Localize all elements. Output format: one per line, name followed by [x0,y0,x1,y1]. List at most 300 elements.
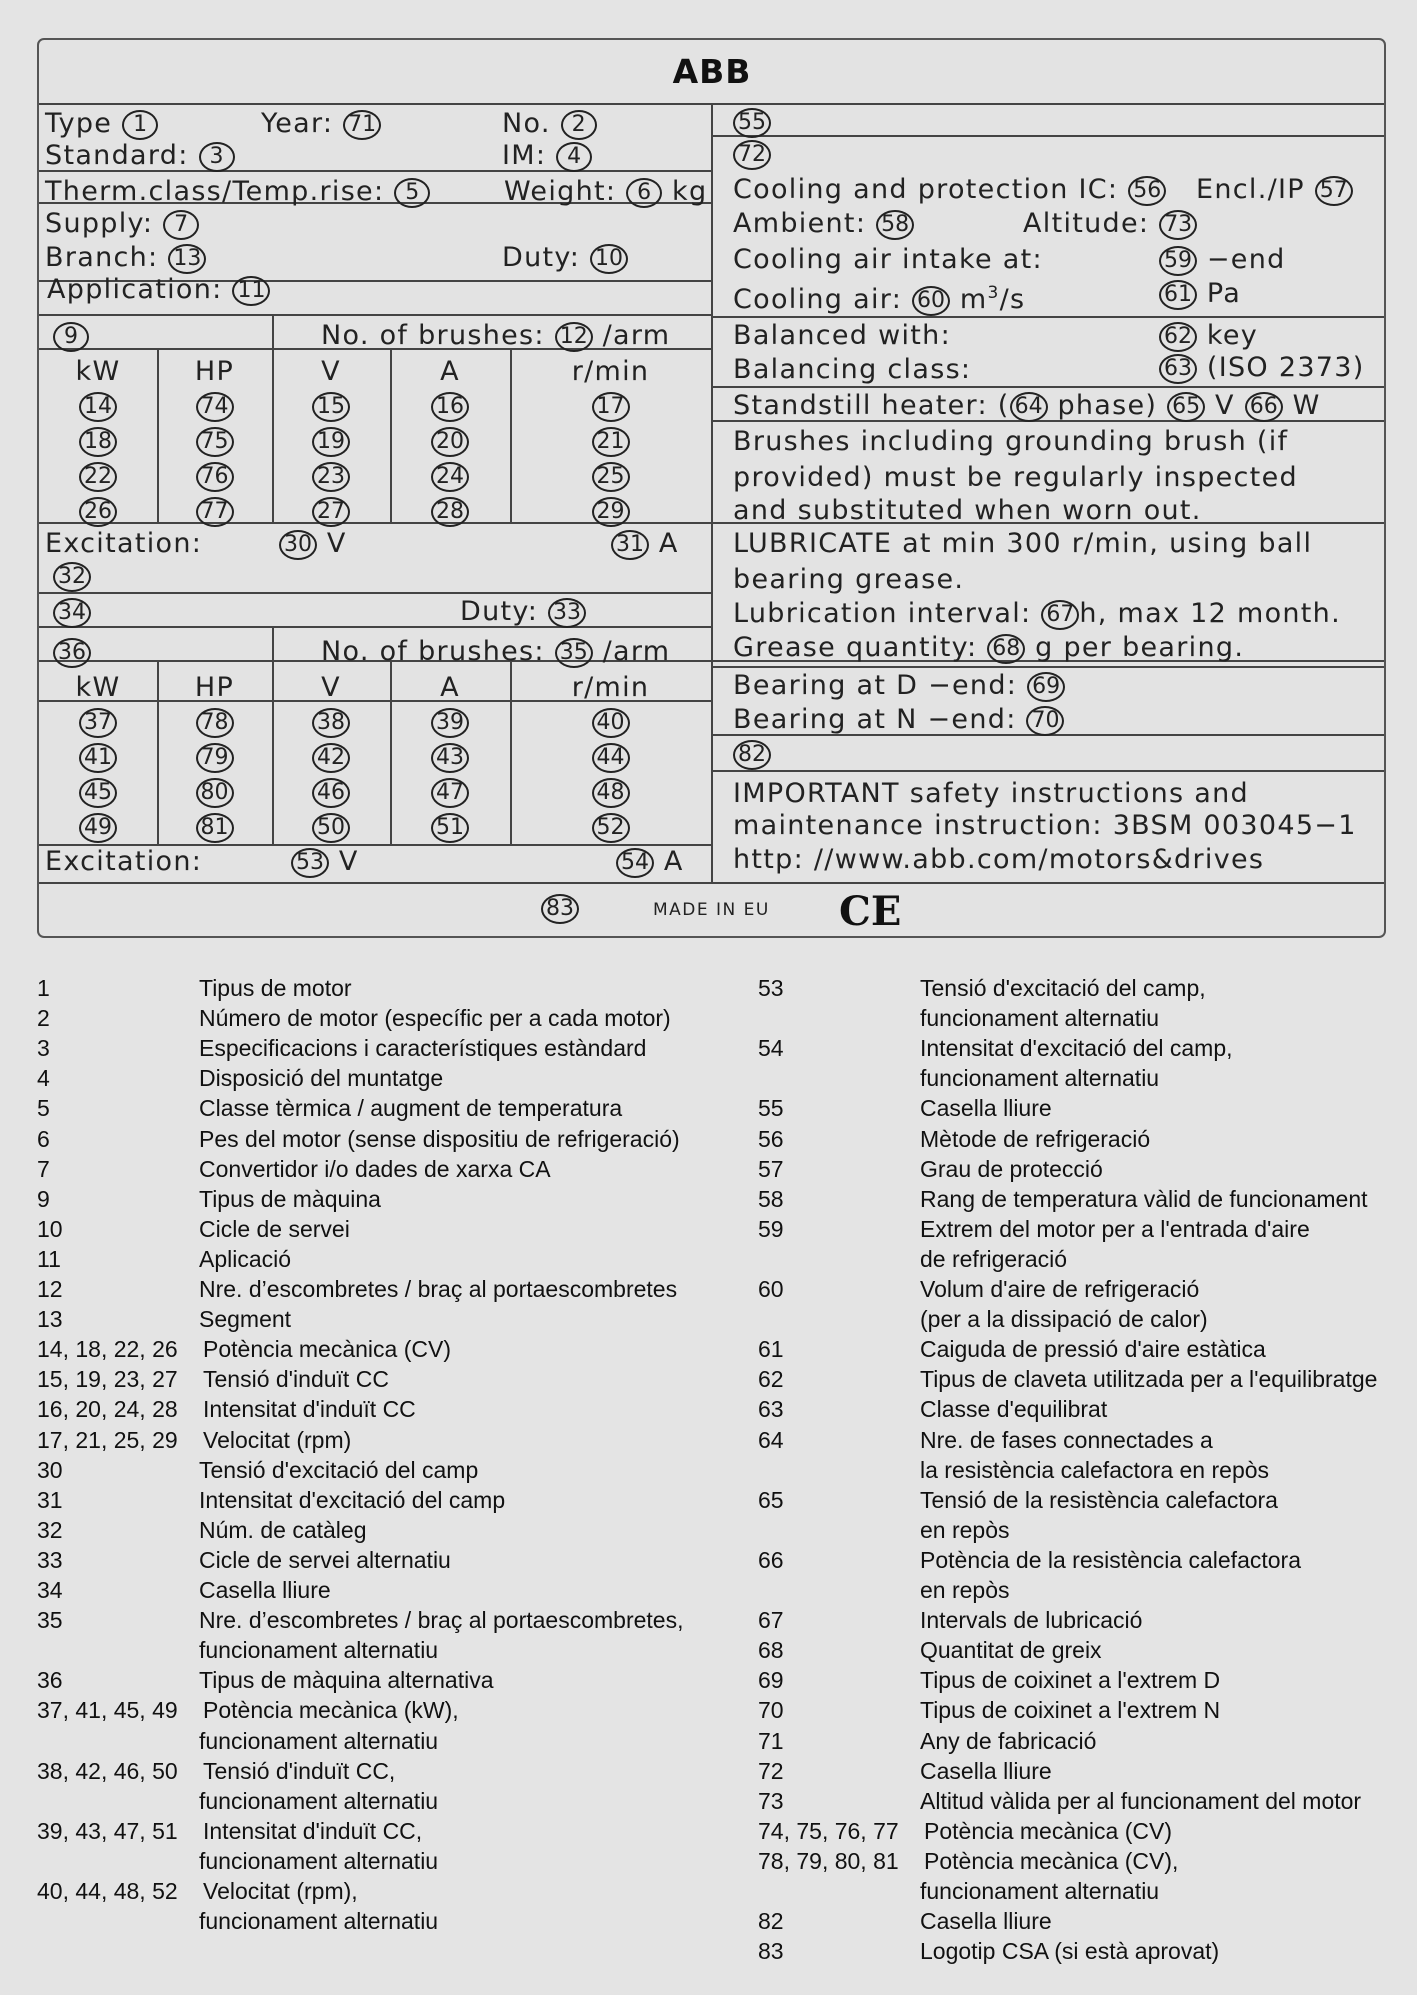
legend-text: Potència de la resistència calefactora [920,1546,1301,1573]
abb-logo: ABB [672,52,752,91]
legend-text: Velocitat (rpm), [203,1878,358,1904]
plate-label: Standstill heater: ( [733,390,1010,421]
free-box-field [733,738,771,770]
brushes-field [321,636,670,668]
callout-number: 6 [626,178,662,208]
legend-text: Tipus de màquina [199,1185,381,1212]
legend-text: funcionament alternatiu [199,1787,439,1814]
plate-label: V [1205,390,1245,421]
plate-label: h, max 12 month. [1079,598,1341,629]
legend-number: 16, 20, 24, 28 [37,1396,178,1423]
legend-number: 68 [758,1637,784,1664]
legend-number: 73 [758,1787,784,1814]
plate-label: LUBRICATE at min 300 r/min, using ball [733,528,1313,559]
callout-number: 22 [79,462,117,492]
callout-number: 76 [196,462,234,492]
legend-number: 66 [758,1546,784,1573]
callout-number: 30 [279,530,317,560]
legend-text: Nre. d’escombretes / braç al portaescombretes, [199,1607,684,1634]
plate-label: /arm [592,636,671,667]
callout-number: 69 [1027,672,1065,702]
plate-label: Bearing at N −end: [733,704,1027,735]
table-cell [39,811,157,843]
column-header [272,356,390,387]
standard-field [45,140,235,172]
balancing-class-field [733,354,971,385]
legend-number: 14, 18, 22, 26 [37,1336,178,1363]
callout-number: 25 [592,462,630,492]
safety-note [733,778,1249,809]
plate-label: http: //www.abb.com/motors&drives [733,844,1265,875]
callout-number: 68 [987,634,1025,664]
callout-number: 4 [556,142,592,172]
callout-number: 35 [555,638,593,668]
legend-text: Tensió d'excitació del camp, [920,975,1206,1001]
legend-text: Tensió d'induït CC [203,1366,389,1393]
legend-number: 71 [758,1727,784,1754]
table-cell [390,776,510,808]
legend-text: Classe d'equilibrat [920,1396,1108,1423]
table-cell [510,741,711,773]
callout-number: 38 [312,708,350,738]
legend-text: Casella lliure [920,1908,1052,1935]
callout-number: 24 [431,462,469,492]
alt-duty-field [460,596,586,628]
legend-text: Velocitat (rpm) [203,1426,352,1453]
iso-field [1159,352,1365,384]
plate-label: Duty: [502,242,590,273]
table-cell [39,390,157,422]
brushes-field [321,320,670,352]
legend-number: 59 [758,1215,784,1242]
plate-label: Balancing class: [733,354,972,385]
grid-line [39,592,711,594]
plate-label: r/min [571,672,650,703]
callout-number: 80 [196,778,234,808]
table-cell [157,811,272,843]
callout-number: 53 [291,848,329,878]
free-box-field [733,138,771,170]
legend-text: Intensitat d'induït CC, [203,1817,423,1844]
plate-label: A [649,528,679,559]
plate-label: Branch: [45,242,169,273]
legend-number: 40, 44, 48, 52 [37,1878,178,1904]
plate-label: /s [999,284,1026,315]
table-cell [390,706,510,738]
callout-number: 2 [561,110,597,140]
table-cell [390,741,510,773]
callout-number: 52 [592,813,630,843]
legend-number: 36 [37,1667,63,1694]
legend-text: la resistència calefactora en repòs [920,1456,1270,1483]
legend-number: 63 [758,1396,784,1423]
legend-number: 58 [758,1185,784,1212]
table-cell [157,776,272,808]
column-header [272,672,390,703]
lubricate-note [733,564,964,595]
plate-label: (ISO 2373) [1197,352,1365,383]
legend-text: (per a la dissipació de calor) [920,1306,1208,1333]
brushes-note [733,462,1298,493]
key-field [1159,320,1258,352]
legend-text: Intensitat d'excitació del camp [199,1486,506,1513]
plate-label: Excitation: [45,528,203,559]
callout-number: 74 [196,392,234,422]
callout-number: 29 [592,497,630,527]
plate-label: Encl./IP [1196,174,1315,205]
callout-number: 47 [431,778,469,808]
plate-label: V [321,672,341,703]
legend-number: 13 [37,1306,63,1333]
plate-label: kW [75,672,121,703]
legend-number: 31 [37,1486,63,1513]
callout-number: 18 [79,427,117,457]
column-header [157,672,272,703]
legend-text: Tensió d'excitació del camp [199,1456,479,1483]
legend-text: Intensitat d'induït CC [203,1396,416,1423]
center-divider [711,103,713,882]
footer-number [541,892,579,924]
legend-text: Intensitat d'excitació del camp, [920,1035,1233,1062]
callout-number: 15 [312,392,350,422]
legend-number: 61 [758,1336,784,1363]
table-cell [510,776,711,808]
legend-text: Convertidor i/o dades de xarxa CA [199,1155,551,1182]
callout-number: 79 [196,743,234,773]
legend-number: 69 [758,1667,784,1694]
legend-number: 54 [758,1035,784,1062]
legend-number: 83 [758,1938,784,1965]
legend-text: Extrem del motor per a l'entrada d'aire [920,1215,1310,1242]
bearing-n-field [733,704,1064,736]
table-cell [157,706,272,738]
plate-label: A [440,356,460,387]
legend-number: 60 [758,1276,784,1302]
altitude-field [1023,208,1197,240]
grid-line [711,135,1384,137]
callout-number: 21 [592,427,630,457]
legend-number: 4 [37,1065,50,1092]
excitation-voltage [279,528,347,560]
plate-label: /arm [592,320,671,351]
callout-number: 78 [196,708,234,738]
plate-label: Cooling air intake at: [733,244,1043,275]
grid-line [711,386,1384,388]
legend-text: funcionament alternatiu [920,1005,1160,1032]
legend-text: Tipus de coixinet a l'extrem D [920,1667,1221,1694]
plate-label: Supply: [45,208,164,239]
plate-label: V [329,846,359,877]
brushes-note [733,495,1202,526]
machine-type-field [53,636,91,668]
legend-text: Casella lliure [920,1095,1052,1122]
column-header [510,356,711,387]
grease-quantity-field [733,632,1244,664]
balanced-field [733,320,951,351]
legend-number: 33 [37,1546,63,1573]
legend-number: 70 [758,1697,784,1724]
legend-number: 3 [37,1035,50,1062]
legend-text: Potència mecànica (CV), [924,1847,1179,1874]
plate-label: bearing grease. [733,564,965,595]
callout-number: 62 [1159,322,1197,352]
table-cell [390,811,510,843]
plate-label: Altitude: [1023,208,1160,239]
plate-label: Grease quantity: [733,632,988,663]
legend-number: 78, 79, 80, 81 [758,1847,899,1874]
callout-number: 34 [53,598,91,628]
plate-label: Bearing at D −end: [733,670,1028,701]
callout-number: 19 [312,427,350,457]
plate-label: Year: [261,108,344,139]
table-cell [510,425,711,457]
excitation-voltage [291,846,359,878]
legend-number: 65 [758,1486,784,1513]
bearing-d-field [733,670,1065,702]
callout-number: 20 [431,427,469,457]
legend-text: Aplicació [199,1245,292,1272]
callout-number: 23 [312,462,350,492]
free-box-field [53,596,91,628]
callout-number: 51 [431,813,469,843]
legend-number: 5 [37,1095,50,1122]
im-field [502,140,592,172]
pressure-field [1159,278,1241,310]
callout-number: 17 [592,392,630,422]
plate-label: Cooling air: [733,284,912,315]
callout-number: 73 [1159,210,1197,240]
plate-label: g per bearing. [1025,632,1245,663]
callout-number: 5 [394,178,430,208]
callout-number: 14 [79,392,117,422]
excitation-current [611,528,679,560]
table-cell [510,390,711,422]
column-header [39,356,157,387]
callout-number: 65 [1167,392,1205,422]
legend-number: 30 [37,1456,63,1483]
callout-number: 45 [79,778,117,808]
legend-text: Tensió de la resistència calefactora [920,1486,1278,1513]
callout-number: 60 [912,286,950,316]
callout-number: 82 [733,740,771,770]
table-cell [390,460,510,492]
legend-text: funcionament alternatiu [920,1065,1160,1092]
plate-label: HP [194,356,235,387]
legend-number: 64 [758,1426,784,1453]
footer-divider [39,882,1384,884]
plate-label: No. of brushes: [321,636,555,667]
callout-number: 57 [1315,176,1353,206]
table-cell [39,776,157,808]
machine-type-field [53,320,89,352]
free-box-field [733,106,771,138]
callout-number: 12 [555,322,593,352]
column-header [157,356,272,387]
legend-number: 82 [758,1908,784,1935]
legend-text: Nre. de fases connectades a [920,1426,1213,1453]
plate-label: kg [662,176,708,207]
legend-text: funcionament alternatiu [199,1727,439,1754]
callout-number: 56 [1128,176,1166,206]
plate-label: Weight: [504,176,627,207]
callout-number: 59 [1159,246,1197,276]
callout-number: 67 [1041,600,1079,630]
brushes-note [733,426,1288,457]
callout-number: 7 [163,210,199,240]
legend-text: funcionament alternatiu [199,1908,439,1935]
callout-number: 33 [548,598,586,628]
plate-label: A [440,672,460,703]
plate-label: Brushes including grounding brush (if [733,426,1289,457]
plate-label: Therm.class/Temp.rise: [45,176,395,207]
callout-number: 81 [196,813,234,843]
callout-number: 32 [53,562,91,592]
table-cell [39,706,157,738]
plate-label: No. [502,108,561,139]
plate-label: IM: [502,140,557,171]
legend-text: Potència mecànica (CV) [203,1336,451,1363]
table-cell [272,460,390,492]
callout-number: 58 [876,210,914,240]
callout-number: 49 [79,813,117,843]
legend-text: Classe tèrmica / augment de temperatura [199,1095,623,1122]
plate-label: Application: [47,274,233,305]
legend-number: 17, 21, 25, 29 [37,1426,178,1453]
plate-label: and substituted when worn out. [733,495,1202,526]
legend-text: Disposició del muntatge [199,1065,444,1092]
table-cell [157,741,272,773]
callout-number: 63 [1159,354,1197,384]
made-in-label: MADE IN EU [653,900,770,920]
table-cell [39,460,157,492]
legend-number: 55 [758,1095,784,1122]
legend-number: 74, 75, 76, 77 [758,1817,899,1844]
serial-field [502,108,597,140]
legend-text: funcionament alternatiu [199,1847,439,1874]
nameplate [37,38,1386,938]
callout-number: 46 [312,778,350,808]
table-cell [510,460,711,492]
legend-text: Any de fabricació [920,1727,1097,1754]
table-cell [510,811,711,843]
legend-number: 72 [758,1757,784,1784]
ambient-field [733,208,914,240]
lubrication-interval-field [733,598,1341,630]
plate-label: Excitation: [45,846,203,877]
plate-label: Standard: [45,140,199,171]
legend-number: 10 [37,1215,63,1242]
legend-number: 57 [758,1155,784,1182]
year-field [261,108,381,140]
plate-label: m [949,284,988,315]
callout-number: 71 [343,110,381,140]
plate-label: provided) must be regularly inspected [733,462,1298,493]
callout-number: 50 [312,813,350,843]
legend-number: 7 [37,1155,50,1182]
excitation-label [45,528,202,559]
legend-number: 39, 43, 47, 51 [37,1817,178,1844]
plate-label: Duty: [460,596,548,627]
cooling-air-field [733,278,1025,316]
legend-text: Potència mecànica (kW), [203,1697,459,1724]
thermal-class-field [45,176,430,208]
safety-note [733,810,1357,841]
plate-label: Balanced with: [733,320,951,351]
legend-text: Casella lliure [920,1757,1052,1784]
legend-text: Pes del motor (sense dispositiu de refrigeració) [199,1125,680,1152]
cooling-method-field [733,174,1166,206]
callout-number: 55 [733,108,771,138]
plate-label: phase) [1047,390,1168,421]
callout-number: 40 [592,708,630,738]
plate-label: Type [45,108,123,139]
callout-number: 83 [541,894,579,924]
table-cell [272,495,390,527]
legend-text: Núm. de catàleg [199,1516,367,1543]
callout-number: 9 [53,322,89,352]
legend-text: Tipus de coixinet a l'extrem N [920,1697,1221,1724]
legend-text: Cicle de servei [199,1215,350,1242]
callout-number: 37 [79,708,117,738]
plate-label: HP [194,672,235,703]
callout-number: 1 [122,110,158,140]
url-note [733,844,1264,875]
callout-number: 48 [592,778,630,808]
plate-label: A [654,846,684,877]
table-cell [272,706,390,738]
legend-number: 9 [37,1185,50,1212]
legend-text: Tensió d'induït CC, [203,1757,396,1784]
callout-number: 16 [431,392,469,422]
branch-field [45,242,206,274]
table-cell [272,425,390,457]
table-cell [390,495,510,527]
callout-number: 28 [431,497,469,527]
legend-number: 11 [37,1245,61,1272]
table-cell [157,390,272,422]
excitation-current [616,846,684,878]
callout-number: 64 [1010,392,1048,422]
column-header [510,672,711,703]
table-cell [157,460,272,492]
legend-number: 56 [758,1125,784,1152]
callout-number: 43 [431,743,469,773]
plate-label: r/min [571,356,650,387]
table-cell [39,495,157,527]
plate-label: −end [1197,244,1286,275]
column-header [390,356,510,387]
legend-text: Tipus de claveta utilitzada per a l'equilibratge [920,1366,1378,1393]
table-cell [510,495,711,527]
intake-end-field [1159,244,1286,276]
plate-label: V [317,528,347,559]
legend-text: de refrigeració [920,1245,1068,1272]
table-cell [390,390,510,422]
column-header [39,672,157,703]
legend-number: 1 [37,975,50,1001]
table-cell [39,425,157,457]
legend-number: 38, 42, 46, 50 [37,1757,178,1784]
legend-number: 6 [37,1125,50,1152]
legend-text: en repòs [920,1516,1010,1543]
legend-number: 67 [758,1607,784,1634]
cooling-intake-field [733,244,1043,275]
table-cell [157,495,272,527]
legend-number: 34 [37,1577,63,1603]
legend-number: 62 [758,1366,784,1393]
legend-number: 12 [37,1276,63,1302]
table-cell [390,425,510,457]
